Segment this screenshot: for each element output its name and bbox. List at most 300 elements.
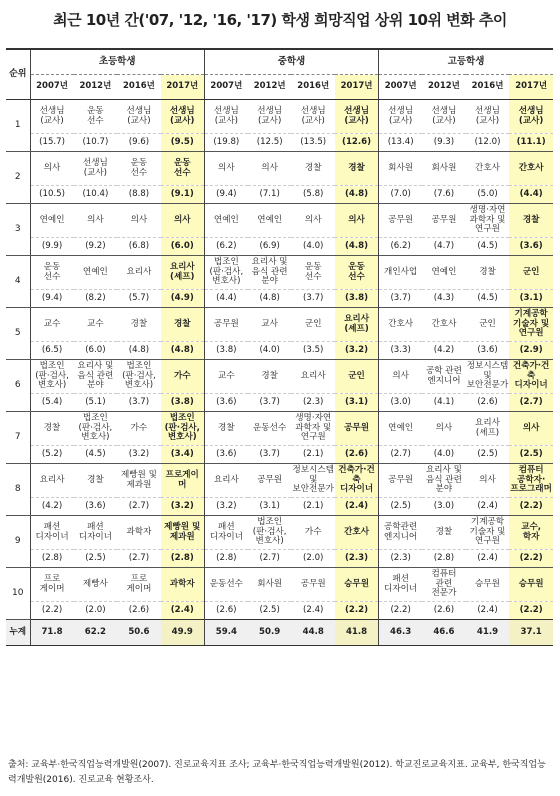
job-line: 전문가 <box>431 588 457 599</box>
percent-cell: (2.7) <box>128 500 150 511</box>
job-line: 선생님 <box>169 105 195 116</box>
job-line: 운동 <box>304 261 322 272</box>
job-line: (교사) <box>301 115 325 126</box>
job-cell <box>291 516 335 550</box>
percent-cell: (4.2) <box>433 344 455 355</box>
job-line: 관련 <box>435 578 453 589</box>
percent-cell: (2.5) <box>259 604 280 615</box>
job-cell <box>161 204 205 238</box>
year-header: 2016년 <box>466 75 510 100</box>
percent-cell: (4.2) <box>30 498 74 516</box>
table-row <box>6 360 553 394</box>
job-line: 공학자· <box>517 474 546 485</box>
rank-header: 순위 <box>6 49 30 100</box>
percent-cell: (4.5) <box>85 448 106 459</box>
percent-cell: (9.5) <box>161 134 205 152</box>
percent-cell: (2.4) <box>477 552 498 563</box>
rank-cell: 4 <box>6 256 30 308</box>
job-line: 제빵원 및 <box>164 521 201 532</box>
job-cell <box>291 360 335 394</box>
percent-cell: (10.5) <box>30 186 74 204</box>
job-cell <box>422 360 466 394</box>
job-cell <box>204 464 248 498</box>
job-line: 분야 <box>87 380 104 391</box>
job-line: 의사 <box>522 422 540 433</box>
job-line: 연예인 <box>431 266 457 277</box>
job-line: 의사 <box>304 214 322 225</box>
job-cell <box>379 464 423 498</box>
percent-cell: (3.6) <box>85 500 106 511</box>
job-line: 요리사 <box>39 474 65 485</box>
job-line: 요리사 및 <box>77 360 114 371</box>
job-line: (교사) <box>127 115 151 126</box>
job-cell <box>335 360 379 394</box>
job-line: (셰프) <box>344 323 369 334</box>
percent-cell: (4.5) <box>477 292 498 303</box>
table-row <box>6 568 553 602</box>
job-cell <box>74 256 118 290</box>
job-line: 연구원 <box>300 432 326 443</box>
total-cell: 50.9 <box>248 620 292 646</box>
job-line: 승무원 <box>475 578 500 589</box>
job-line: 보안전문가 <box>292 484 334 495</box>
job-cell <box>335 516 379 550</box>
job-line: 경찰 <box>43 422 61 433</box>
job-cell <box>117 464 161 498</box>
percent-cell: (4.9) <box>161 290 205 308</box>
job-cell <box>204 308 248 342</box>
total-cell: 46.3 <box>379 620 423 646</box>
job-line: 간호사 <box>475 162 500 173</box>
job-cell <box>248 308 292 342</box>
job-cell <box>248 412 292 446</box>
job-cell <box>291 412 335 446</box>
job-line: 선수 <box>130 167 148 178</box>
year-header: 2007년 <box>379 75 423 100</box>
percent-cell: (11.1) <box>509 134 553 152</box>
percent-cell: (3.1) <box>335 394 379 412</box>
group-header-high: 고등학생 <box>379 49 553 75</box>
job-line: 선수 <box>87 115 104 126</box>
job-cell <box>335 568 379 602</box>
job-line: 엔지니어 <box>427 375 461 386</box>
job-cell <box>291 204 335 238</box>
percent-cell: (5.1) <box>85 396 106 407</box>
job-line: 생명·자연 <box>295 412 332 423</box>
percent-cell: (2.6) <box>477 396 498 407</box>
percent-cell: (4.0) <box>303 240 324 251</box>
percent-cell: (2.3) <box>379 550 423 568</box>
percent-cell: (4.3) <box>433 292 455 303</box>
percent-cell: (3.2) <box>204 498 248 516</box>
job-line: 간호사 <box>518 162 544 173</box>
job-line: (판·검사, <box>209 266 244 277</box>
total-label: 누계 <box>6 620 30 646</box>
percent-row <box>6 186 553 204</box>
percent-cell: (2.7) <box>259 552 280 563</box>
job-cell <box>204 568 248 602</box>
percent-cell: (2.4) <box>477 500 498 511</box>
job-line: 과학자 <box>126 526 152 537</box>
job-line: 공학 관련 <box>425 365 462 376</box>
job-line: 컴퓨터 <box>431 568 457 579</box>
job-line: 과학자 및 <box>295 422 332 433</box>
job-cell <box>466 568 510 602</box>
job-cell <box>335 308 379 342</box>
job-line: 기술자 및 <box>469 526 506 537</box>
job-cell <box>30 100 74 134</box>
job-line: 기술자 및 <box>513 318 550 329</box>
percent-cell: (2.2) <box>509 550 553 568</box>
job-line: 생명·자연 <box>469 204 506 215</box>
percent-cell: (2.2) <box>30 602 74 620</box>
job-cell <box>74 360 118 394</box>
job-line: 선생님 <box>126 105 152 116</box>
rank-cell: 10 <box>6 568 30 620</box>
job-line: 법조인 <box>169 412 195 423</box>
job-line: 가수 <box>173 370 191 381</box>
table-row <box>6 516 553 550</box>
job-line: 공무원 <box>431 214 457 225</box>
job-line: 연구원 <box>475 224 500 235</box>
rank-cell: 5 <box>6 308 30 360</box>
job-line: 운동선수 <box>253 422 287 433</box>
job-cell <box>248 516 292 550</box>
percent-cell: (4.8) <box>335 186 379 204</box>
job-line: 경찰 <box>479 266 496 277</box>
job-line: 선생님 <box>82 157 108 168</box>
percent-cell: (3.6) <box>477 344 498 355</box>
job-line: 군인 <box>522 266 540 277</box>
job-cell <box>117 412 161 446</box>
job-line: 제빵사 <box>82 578 108 589</box>
job-cell <box>117 100 161 134</box>
job-cell <box>422 412 466 446</box>
job-line: 군인 <box>304 318 322 329</box>
percent-cell: (2.6) <box>335 446 379 464</box>
job-line: (교사) <box>475 115 500 126</box>
job-line: 경찰 <box>130 318 148 329</box>
year-header: 2016년 <box>117 75 161 100</box>
job-cell <box>379 204 423 238</box>
percent-row <box>6 446 553 464</box>
percent-cell: (6.2) <box>204 238 248 256</box>
job-line: 요리사 <box>475 417 500 428</box>
total-cell: 44.8 <box>291 620 335 646</box>
percent-cell: (10.4) <box>82 188 109 199</box>
job-cell <box>30 568 74 602</box>
job-cell <box>248 360 292 394</box>
year-header-row <box>6 75 553 100</box>
percent-cell: (6.9) <box>259 240 280 251</box>
job-cell <box>509 256 553 290</box>
job-line: 연구원 <box>475 536 500 547</box>
job-cell <box>30 360 74 394</box>
percent-cell: (2.5) <box>85 552 106 563</box>
job-line: 요리사 <box>126 266 152 277</box>
job-line: 컴퓨터 <box>518 464 544 475</box>
job-line: 경찰 <box>218 422 235 433</box>
job-line: 변호사) <box>212 276 241 287</box>
percent-cell: (9.1) <box>161 186 205 204</box>
job-cell <box>161 256 205 290</box>
year-header: 2012년 <box>74 75 118 100</box>
percent-cell: (2.7) <box>128 552 150 563</box>
job-line: 패션 <box>87 521 104 532</box>
percent-cell: (4.8) <box>259 292 280 303</box>
career-ranking-table <box>6 48 553 646</box>
percent-row <box>6 238 553 256</box>
job-line: 연예인 <box>39 214 65 225</box>
job-line: 변호사) <box>255 536 284 547</box>
percent-cell: (13.4) <box>379 134 423 152</box>
percent-cell: (9.6) <box>128 136 150 147</box>
job-cell <box>30 204 74 238</box>
job-line: (판·검사, <box>164 422 200 433</box>
job-line: 정보시스템 <box>292 464 334 475</box>
job-cell <box>379 308 423 342</box>
percent-cell: (2.6) <box>433 604 455 615</box>
job-cell <box>291 152 335 186</box>
job-line: 경찰 <box>348 162 365 173</box>
percent-cell: (9.4) <box>204 186 248 204</box>
job-line: 경찰 <box>304 162 322 173</box>
total-cell: 46.6 <box>422 620 466 646</box>
job-cell <box>291 256 335 290</box>
job-line: 의사 <box>348 214 365 225</box>
percent-cell: (13.5) <box>300 136 327 147</box>
job-line: 운동 <box>348 261 365 272</box>
percent-cell: (9.9) <box>30 238 74 256</box>
job-cell <box>466 256 510 290</box>
total-cell: 41.8 <box>335 620 379 646</box>
job-line: 개인사업 <box>384 266 418 277</box>
job-line: 요리사 및 <box>425 464 462 475</box>
job-cell <box>248 100 292 134</box>
job-cell <box>30 256 74 290</box>
job-line: 연예인 <box>82 266 108 277</box>
percent-cell: (6.8) <box>128 240 150 251</box>
group-header-elementary: 초등학생 <box>30 49 204 75</box>
job-cell <box>117 360 161 394</box>
job-cell <box>204 204 248 238</box>
job-line: 법조인 <box>257 516 283 527</box>
job-line: 건축가·건축 <box>512 360 550 381</box>
job-cell <box>204 360 248 394</box>
job-line: 경찰 <box>522 214 540 225</box>
job-cell <box>161 308 205 342</box>
percent-row <box>6 498 553 516</box>
job-cell <box>509 308 553 342</box>
percent-cell: (2.8) <box>204 550 248 568</box>
percent-cell: (2.5) <box>477 448 498 459</box>
percent-cell: (9.3) <box>433 136 455 147</box>
job-cell <box>379 256 423 290</box>
percent-cell: (9.4) <box>30 290 74 308</box>
job-line: 연구원 <box>518 328 544 339</box>
year-header: 2012년 <box>248 75 292 100</box>
job-cell <box>466 100 510 134</box>
year-header: 2007년 <box>30 75 74 100</box>
job-line: 엔지니어 <box>384 531 418 542</box>
percent-cell: (2.7) <box>379 446 423 464</box>
year-header: 2007년 <box>204 75 248 100</box>
job-line: 의사 <box>43 162 61 173</box>
job-line: 패션 <box>392 573 409 584</box>
job-line: 경찰 <box>261 370 278 381</box>
percent-cell: (4.1) <box>433 396 455 407</box>
percent-cell: (2.5) <box>509 446 553 464</box>
job-line: 디자이너 <box>209 531 243 542</box>
job-cell <box>204 412 248 446</box>
job-line: 게이머 <box>39 583 65 594</box>
job-line: 경찰 <box>435 526 453 537</box>
job-line: 의사 <box>261 162 278 173</box>
job-cell <box>204 152 248 186</box>
job-line: 법조인 <box>126 360 152 371</box>
job-line: 과학자 및 <box>469 214 506 225</box>
job-cell <box>422 204 466 238</box>
job-line: 음식 관련 <box>77 370 114 381</box>
job-cell <box>117 308 161 342</box>
percent-cell: (3.0) <box>433 500 455 511</box>
percent-cell: (5.7) <box>128 292 150 303</box>
job-line: 가수 <box>304 526 322 537</box>
job-line: 법조인 <box>213 256 239 267</box>
job-line: (교사) <box>388 115 413 126</box>
job-line: 정보시스템 <box>466 360 509 371</box>
table-row <box>6 464 553 498</box>
job-line: (판·검사, <box>35 370 69 381</box>
job-line: 교수 <box>87 318 104 329</box>
job-cell <box>74 204 118 238</box>
job-line: 승무원 <box>344 578 369 589</box>
total-cell: 50.6 <box>117 620 161 646</box>
job-line: 요리사 및 <box>251 256 288 267</box>
job-line: 요리사 <box>300 370 326 381</box>
percent-cell: (12.6) <box>335 134 379 152</box>
job-line: 제빵원 및 <box>120 469 157 480</box>
job-cell <box>335 152 379 186</box>
job-cell <box>161 464 205 498</box>
percent-row <box>6 342 553 360</box>
total-cell: 41.9 <box>466 620 510 646</box>
percent-cell: (15.7) <box>30 134 74 152</box>
percent-row <box>6 134 553 152</box>
job-line: 교수, <box>521 521 542 532</box>
job-cell <box>248 568 292 602</box>
job-line: 선생님 <box>344 105 369 116</box>
percent-cell: (3.2) <box>128 448 150 459</box>
job-line: 교사 <box>261 318 278 329</box>
job-cell <box>204 516 248 550</box>
percent-cell: (6.0) <box>85 344 106 355</box>
table-row <box>6 412 553 446</box>
job-cell <box>466 516 510 550</box>
percent-cell: (2.3) <box>303 396 324 407</box>
year-header: 2017년 <box>335 75 379 100</box>
job-line: (교사) <box>40 115 64 126</box>
job-line: 회사원 <box>257 578 283 589</box>
total-cell: 59.4 <box>204 620 248 646</box>
percent-cell: (3.1) <box>509 290 553 308</box>
job-line: 간호사 <box>388 318 414 329</box>
job-line: (판·검사, <box>78 422 113 433</box>
percent-cell: (12.0) <box>474 136 501 147</box>
job-line: 선생님 <box>388 105 414 116</box>
source-note: 출처: 교육부·한국직업능력개발원(2007). 진로교육지표 조사; 교육부·한국직업능력개발원(2012). 학교진로교육지표. 교육부, 한국직업능력개발원(2016). 진로교육 현황조사. <box>8 760 546 785</box>
job-cell <box>74 516 118 550</box>
job-line: 의사 <box>87 214 104 225</box>
job-line: 디자이너 <box>384 583 418 594</box>
job-cell <box>291 464 335 498</box>
job-cell <box>335 100 379 134</box>
job-cell <box>466 412 510 446</box>
job-line: 음식 관련 <box>425 474 462 485</box>
percent-cell: (7.6) <box>433 188 455 199</box>
job-line: (교사) <box>83 167 108 178</box>
percent-cell: (3.0) <box>379 394 423 412</box>
job-line: 선수 <box>43 271 61 282</box>
job-cell <box>379 100 423 134</box>
job-cell <box>466 308 510 342</box>
job-cell <box>422 464 466 498</box>
job-line: 선생님 <box>475 105 500 116</box>
job-line: 프로그래머 <box>510 484 552 495</box>
job-cell <box>74 152 118 186</box>
job-line: 과학자 <box>169 578 195 589</box>
job-line: 교수 <box>218 370 235 381</box>
job-line: 요리사 <box>169 261 195 272</box>
job-line: 공무원 <box>300 578 326 589</box>
percent-cell: (2.8) <box>30 550 74 568</box>
job-line: 변호사) <box>81 432 110 443</box>
job-line: 공무원 <box>388 474 414 485</box>
job-cell <box>422 100 466 134</box>
percent-row <box>6 550 553 568</box>
rank-cell: 2 <box>6 152 30 204</box>
job-line: 변호사) <box>37 380 67 391</box>
job-line: 프로게이머 <box>165 469 199 490</box>
job-line: 가수 <box>130 422 148 433</box>
percent-cell: (3.1) <box>259 500 280 511</box>
percent-cell: (3.7) <box>259 396 280 407</box>
rank-cell: 9 <box>6 516 30 568</box>
job-cell <box>335 464 379 498</box>
job-cell <box>466 464 510 498</box>
job-cell <box>74 568 118 602</box>
percent-cell: (5.0) <box>477 188 498 199</box>
percent-cell: (2.2) <box>379 602 423 620</box>
job-cell <box>509 360 553 394</box>
rank-cell: 6 <box>6 360 30 412</box>
job-line: 군인 <box>479 318 496 329</box>
job-line: 선생님 <box>257 105 283 116</box>
percent-cell: (2.4) <box>477 604 498 615</box>
job-line: 회사원 <box>431 162 457 173</box>
job-line: 공무원 <box>257 474 283 485</box>
percent-cell: (2.2) <box>335 602 379 620</box>
job-cell <box>509 100 553 134</box>
percent-cell: (5.8) <box>303 188 324 199</box>
percent-cell: (4.8) <box>128 344 150 355</box>
job-line: (셰프) <box>475 427 500 438</box>
job-cell <box>466 204 510 238</box>
job-cell <box>204 100 248 134</box>
job-line: 프로 <box>130 573 148 584</box>
job-line: 공학관련 <box>384 521 418 532</box>
job-line: 건축가·건축 <box>338 464 375 485</box>
